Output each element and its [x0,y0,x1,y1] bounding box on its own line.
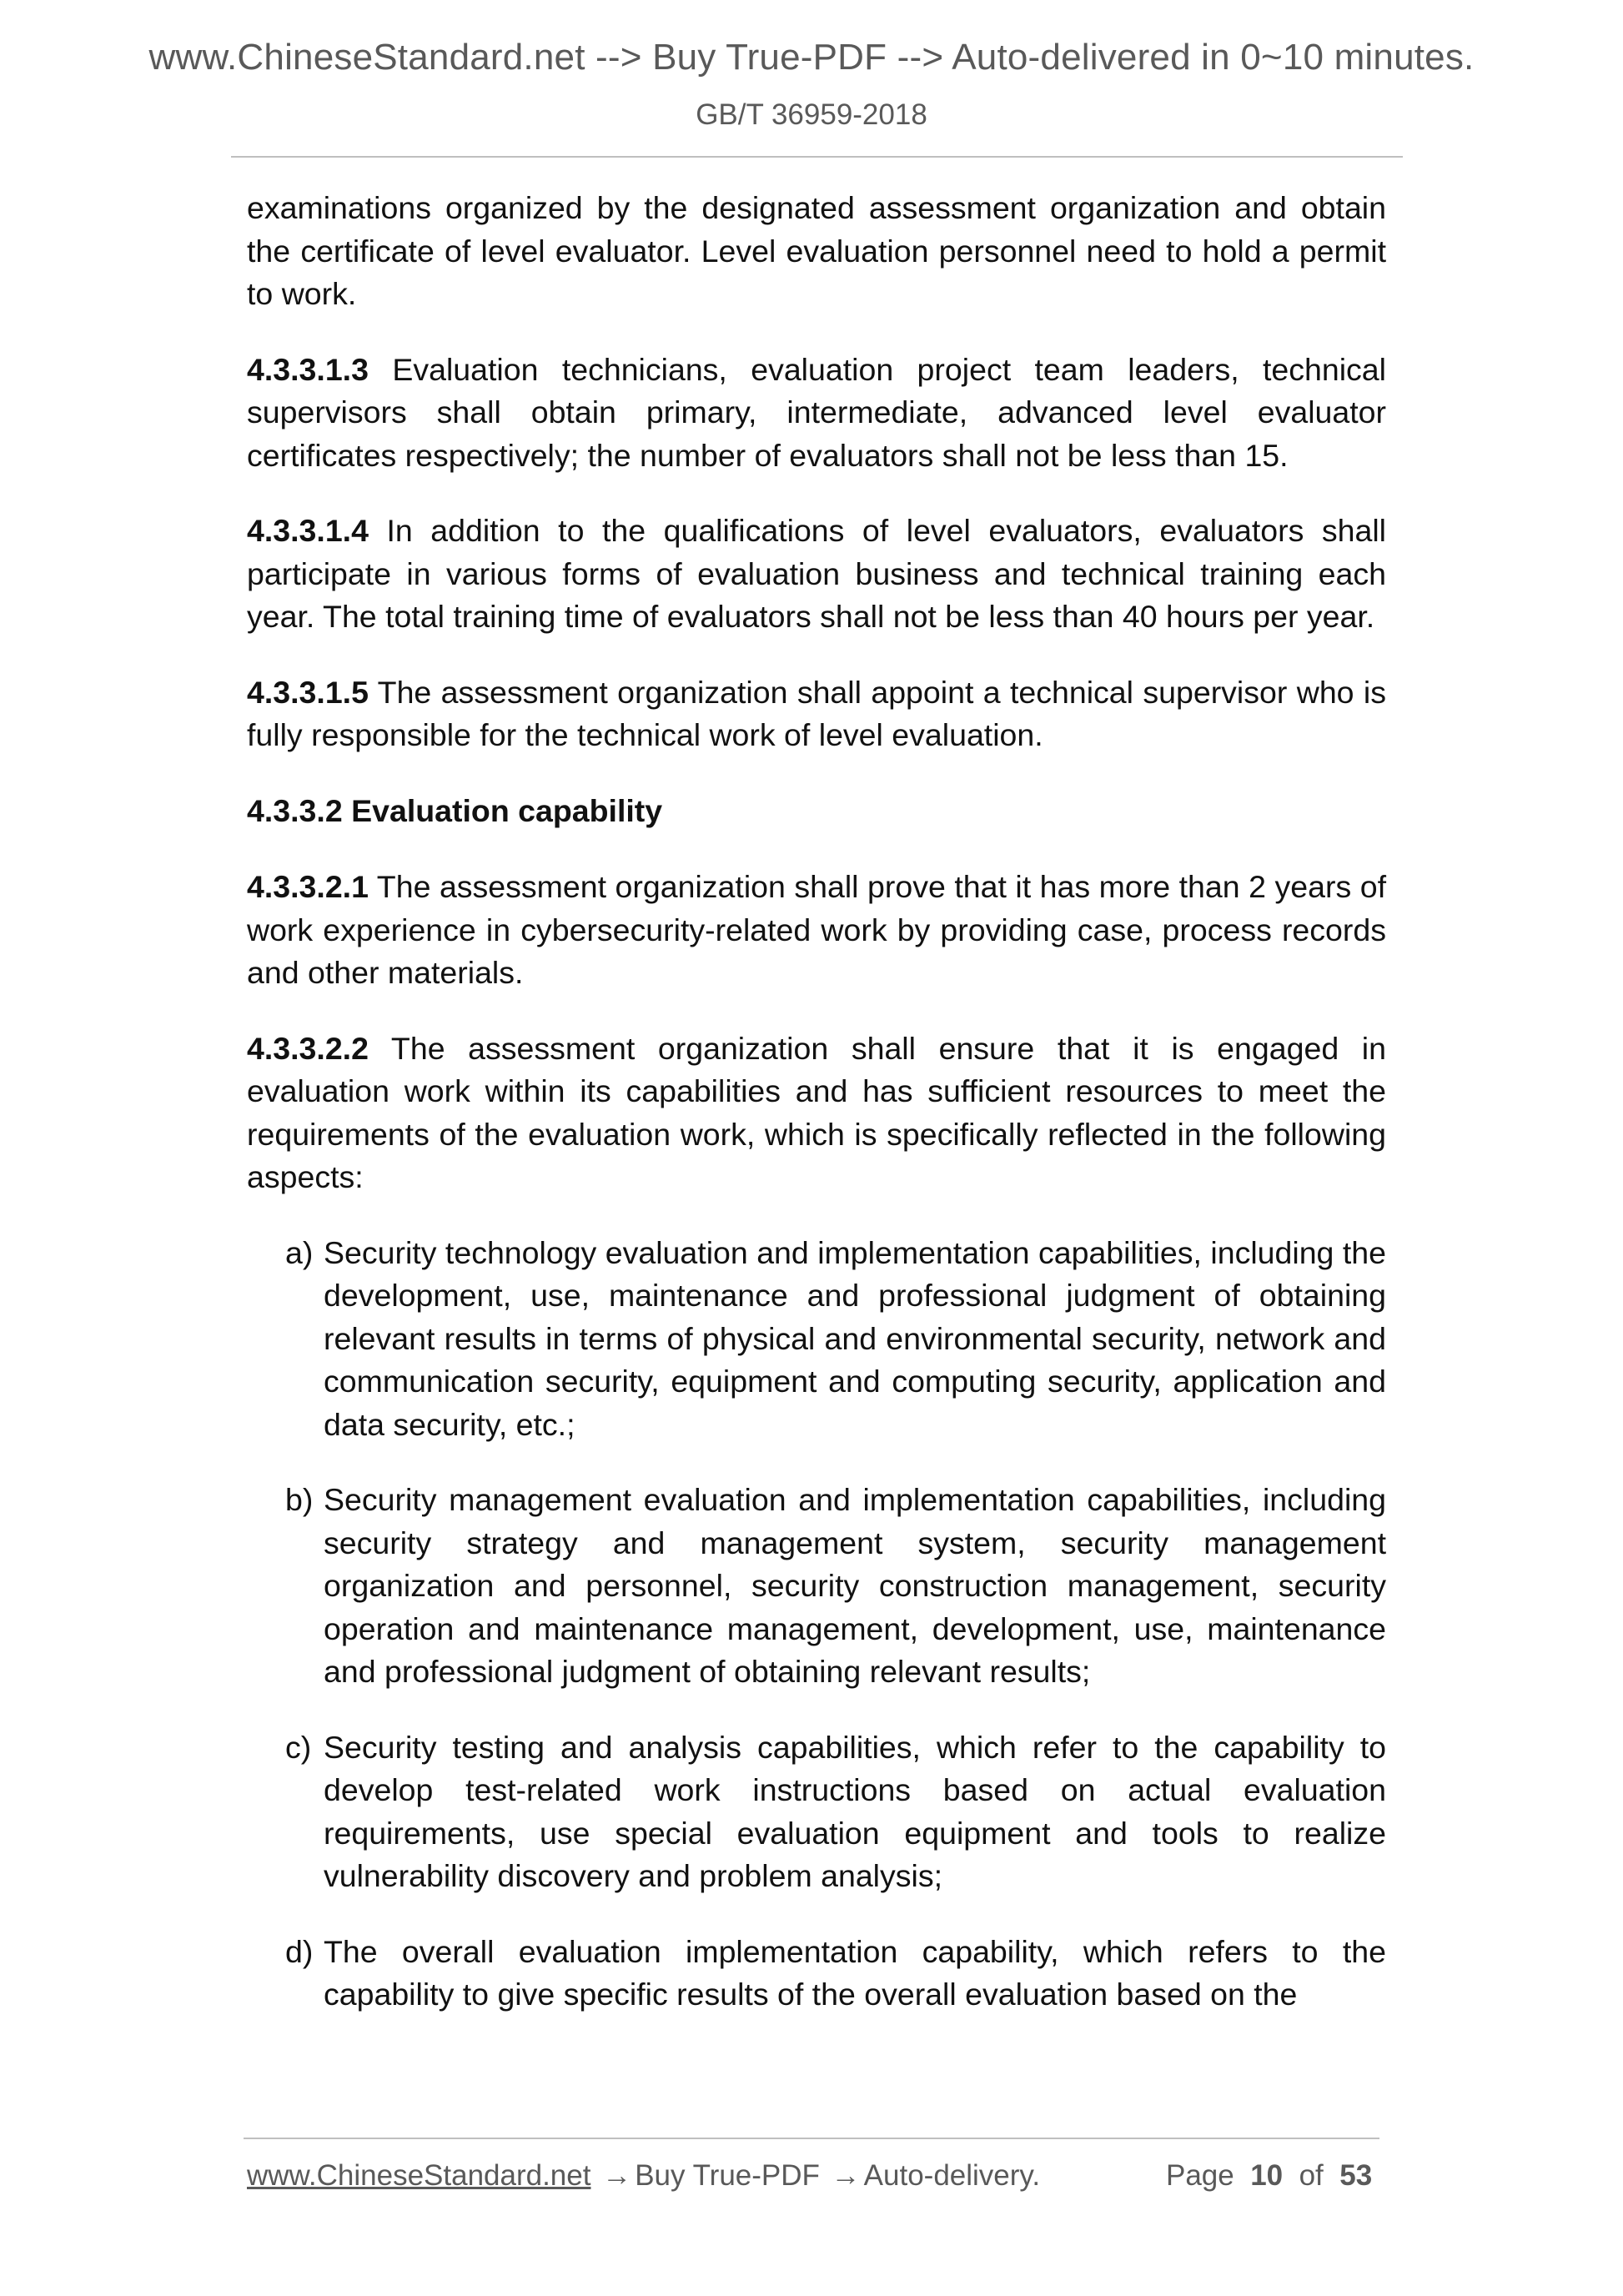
page-label: Page [1166,2159,1234,2192]
clause-text: Evaluation technicians, evaluation project team leaders, technical supervisors shall obtain primary, intermediate, advanced level evaluator certificates respectively; the number of evaluators shall not be less than 15. [247,351,1386,473]
list-item-c [247,1726,1386,1898]
clause-number: 4.3.3.2.2 [247,1030,369,1066]
list-item-text: Security management evaluation and implementation capabilities, including security strategy and management system, security management organization and personnel, security construction management, security operation and maintenance management, development, use, maintenance and professional judgment of obtaining relevant results; [324,1482,1386,1689]
page-content [247,187,1386,2049]
list-item-b [247,1479,1386,1694]
list-marker: d) [285,1933,314,1969]
clause-4-3-3-1-3 [247,349,1386,478]
total-pages: 53 [1339,2159,1373,2192]
paragraph-intro: examinations organized by the designated assessment organization and obtain the certificate of level evaluator. Level evaluation personnel need to hold a permit to work. [247,190,1386,311]
clause-number: 4.3.3.1.4 [247,513,369,548]
clause-4-3-3-2-2 [247,1027,1386,1199]
of-label: of [1299,2159,1324,2192]
clause-number: 4.3.3.1.5 [247,674,369,710]
list-marker: a) [285,1234,314,1270]
list-item-text: The overall evaluation implementation capability, which refers to the capability to give specific results of the overall evaluation based on the [324,1933,1386,2012]
page-number: 10 [1250,2159,1284,2192]
footer-divider [244,2138,1379,2139]
clause-number: 4.3.3.2.1 [247,869,369,904]
clause-text: The assessment organization shall prove that it has more than 2 years of work experience in cybersecurity-related work by providing case, process records and other materials. [247,869,1386,990]
list-item-a [247,1232,1386,1447]
right-arrow-icon: → [831,2159,861,2192]
section-heading-text: 4.3.3.2 Evaluation capability [247,792,663,828]
list-marker: c) [285,1729,312,1765]
footer-site-link[interactable]: www.ChineseStandard.net [247,2159,591,2192]
header-divider [231,156,1403,158]
clause-number: 4.3.3.1.3 [247,351,369,387]
document-code: GB/T 36959-2018 [696,98,927,131]
clause-text: In addition to the qualifications of level evaluators, evaluators shall participate in various forms of evaluation business and technical training each year. The total training time of evaluators shall not be less than 40 hours per year. [247,513,1386,634]
footer-delivery-text: Auto-delivery. [863,2159,1041,2192]
list-item-text: Security technology evaluation and implementation capabilities, including the development, use, maintenance and professional judgment of obtaining relevant results in terms of physical and environmental security, network and communication security, equipment and computing security, application and data security, etc.; [324,1234,1386,1442]
section-heading [247,790,1386,833]
footer-promo [247,2159,1040,2193]
clause-4-3-3-1-5 [247,671,1386,757]
list-marker: b) [285,1482,314,1517]
top-banner: www.ChineseStandard.net --> Buy True-PDF --> Auto-delivered in 0~10 minutes. [148,37,1475,78]
page-indicator [1166,2159,1372,2193]
list-item-d [247,1931,1386,2017]
clause-4-3-3-1-4 [247,510,1386,639]
list-item-text: Security testing and analysis capabilities, which refer to the capability to develop test-related work instructions based on actual evaluation requirements, use special evaluation equipment and tools to realize vulnerability discovery and problem analysis; [324,1729,1386,1893]
clause-text: The assessment organization shall ensure that it is engaged in evaluation work within its capabilities and has sufficient resources to meet the requirements of the evaluation work, which is specifically reflected in the following aspects: [247,1030,1386,1194]
right-arrow-icon: → [602,2159,632,2192]
footer-buy-text: Buy True-PDF [635,2159,820,2192]
clause-4-3-3-2-1 [247,866,1386,995]
clause-text: The assessment organization shall appoint a technical supervisor who is fully responsible for the technical work of level evaluation. [247,674,1386,752]
